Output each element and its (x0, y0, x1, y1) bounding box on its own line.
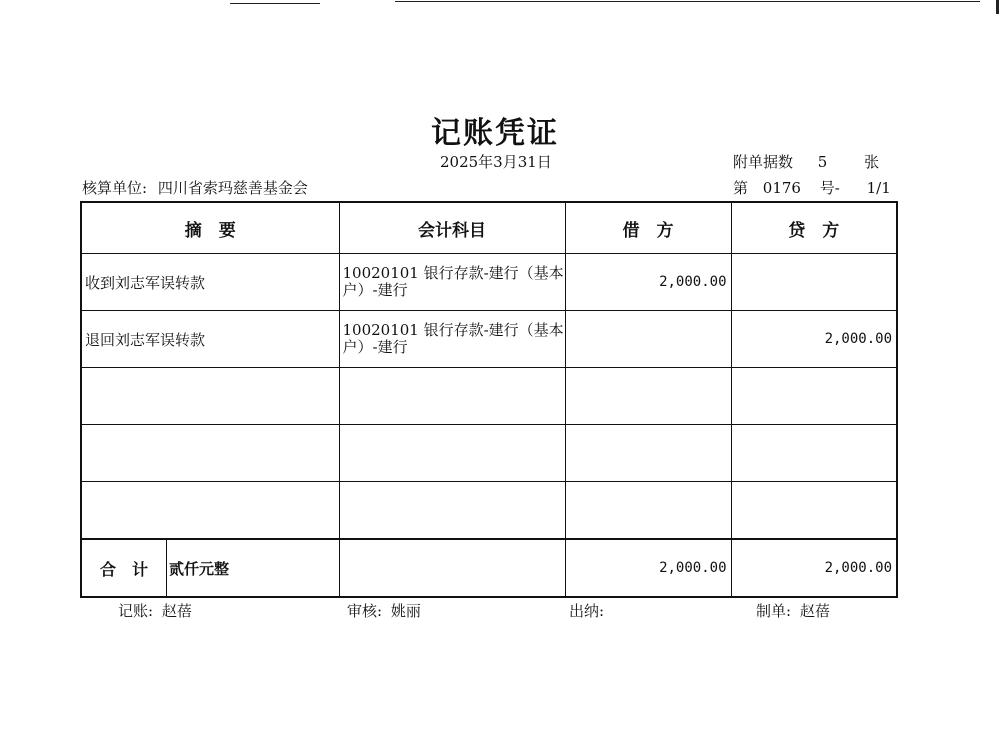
voucher-page: 1/1 (866, 179, 891, 197)
accounting-unit-name: 四川省索玛慈善基金会 (157, 179, 308, 197)
entry-debit (565, 482, 731, 540)
attachment-count (733, 151, 879, 172)
entry-credit (731, 368, 897, 425)
entry-debit (565, 311, 731, 368)
preparer-name: 赵蓓 (799, 602, 830, 620)
total-subject-blank (339, 539, 565, 597)
bookkeeper-name: 赵蓓 (161, 602, 192, 620)
voucher-number (733, 177, 891, 198)
signature-bookkeeper (118, 600, 192, 621)
entry-debit (565, 368, 731, 425)
attachment-value: 5 (817, 153, 828, 171)
entry-summary (81, 425, 339, 482)
total-debit: 2,000.00 (565, 539, 731, 597)
attachment-label: 附单据数 (733, 153, 794, 171)
table-row (81, 311, 897, 368)
entry-subject: 10020101 银行存款-建行（基本户）-建行 (339, 311, 565, 368)
voucher-number-suffix: 号- (819, 179, 840, 197)
entry-debit (565, 425, 731, 482)
entry-subject: 10020101 银行存款-建行（基本户）-建行 (339, 254, 565, 311)
column-summary: 摘 要 (81, 202, 339, 254)
total-credit: 2,000.00 (731, 539, 897, 597)
voucher-title: 记账凭证 (431, 116, 559, 151)
table-row (81, 482, 897, 540)
bookkeeper-label: 记账: (118, 602, 154, 620)
scan-edge-line (395, 1, 980, 2)
table-header (81, 202, 897, 254)
entry-subject (339, 368, 565, 425)
entry-subject (339, 425, 565, 482)
entry-summary (81, 368, 339, 425)
accounting-unit-label: 核算单位: (82, 179, 148, 197)
voucher-table (80, 201, 898, 598)
attachment-unit: 张 (864, 153, 880, 171)
accounting-unit (82, 177, 308, 198)
entry-credit: 2,000.00 (731, 311, 897, 368)
scan-edge-mark (996, 0, 999, 14)
entry-summary: 收到刘志军误转款 (81, 254, 339, 311)
reviewer-name: 姚丽 (390, 602, 421, 620)
total-row (81, 539, 897, 597)
entry-summary (81, 482, 339, 540)
signature-reviewer (347, 600, 421, 621)
signature-cashier (569, 600, 608, 621)
total-amount-words: 贰仟元整 (169, 559, 230, 578)
cashier-label: 出纳: (569, 602, 605, 620)
table-row (81, 425, 897, 482)
voucher-number-value: 0176 (762, 179, 801, 197)
total-cell (81, 539, 339, 597)
reviewer-label: 审核: (347, 602, 383, 620)
column-credit: 贷 方 (731, 202, 897, 254)
entry-credit (731, 482, 897, 540)
entry-summary: 退回刘志军误转款 (81, 311, 339, 368)
preparer-label: 制单: (756, 602, 792, 620)
column-debit: 借 方 (565, 202, 731, 254)
table-row (81, 254, 897, 311)
entry-subject (339, 482, 565, 540)
entry-credit (731, 254, 897, 311)
signature-preparer (756, 600, 830, 621)
voucher-date: 2025年3月31日 (440, 153, 552, 171)
table-row (81, 368, 897, 425)
entry-debit: 2,000.00 (565, 254, 731, 311)
total-label: 合 计 (82, 540, 167, 596)
entry-credit (731, 425, 897, 482)
voucher-number-prefix: 第 (733, 179, 749, 197)
scan-edge-line (230, 3, 320, 4)
column-subject: 会计科目 (339, 202, 565, 254)
